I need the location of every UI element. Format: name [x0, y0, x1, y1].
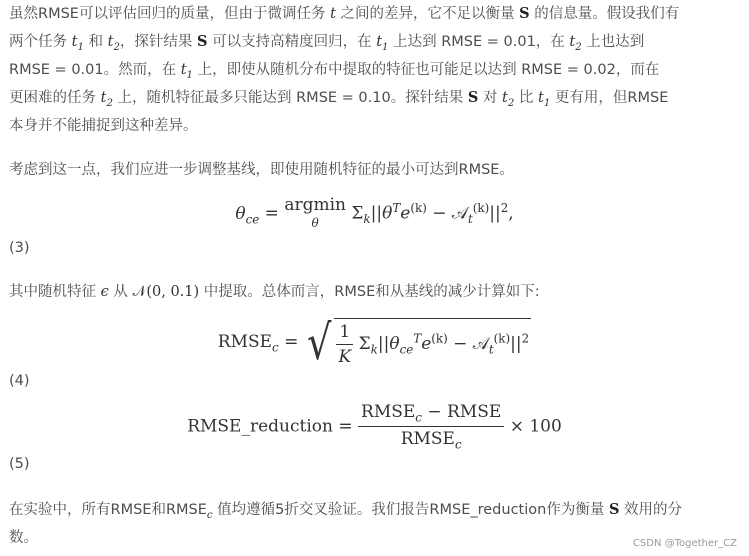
math-S: S	[519, 5, 530, 22]
paragraph-1-line-2: 两个任务 $t_1$ 和 $t_2$，探针结果 S 可以支持高精度回归，在 $t_1$ 上达到 RMSE = 0.01，在 $t_2$ 上也达到	[9, 33, 645, 53]
equation-3: $\theta_{ce} = argmin$ θ $\Sigma_k||\theta^Te^{(k)}$ − $𝒜_t^{(k)}||^2$,	[235, 195, 514, 230]
math-t1: $t_1$	[376, 34, 389, 53]
equation-5-number: (5)	[9, 456, 30, 472]
watermark-footer: CSDN @Together_CZ	[632, 538, 737, 549]
math-t2: $t_2$	[100, 90, 113, 109]
fraction-rmse-reduction: $\frac{RMSE_c - RMSE}{RMSE_c}$	[358, 402, 504, 452]
paragraph-3-line-1: 其中随机特征 ϵ 从 𝒩(0, 0.1) 中提取。总体而言，RMSE和从基线的减少计算如下:	[9, 284, 540, 300]
math-normal-distribution: 𝒩(0, 0.1)	[132, 284, 200, 300]
paragraph-2	[9, 156, 744, 184]
math-S: S	[467, 89, 479, 106]
square-root: √ $\frac{1}{K}$ $\Sigma_k||\theta_{ce}^Te^{(k)}$ − $𝒜_t^{(k)}||^2$	[306, 314, 530, 371]
math-t2: $t_2$	[107, 34, 120, 53]
math-t2: $t_2$	[569, 34, 582, 53]
equation-4: $RMSE_c$ = √ $\frac{1}{K}$ $\Sigma_k||\theta_{ce}^Te^{(k)}$ − $𝒜_t^{(k)}||^2$	[217, 314, 530, 371]
paragraph-4-line-2: 数。	[9, 530, 38, 546]
equation-5: RMSE_reduction = $\frac{RMSE_c - RMSE}{RMSE_c}$ × 100	[187, 402, 562, 452]
paragraph-2-line-1: 考虑到这一点，我们应进一步调整基线，即使用随机特征的最小可达到RMSE。	[9, 162, 514, 178]
argmin-operator: argmin θ	[284, 195, 346, 230]
math-epsilon: ϵ	[100, 284, 109, 300]
fraction-1-over-k: $\frac{1}{K}$	[336, 322, 353, 367]
math-S: S	[608, 501, 620, 518]
math-t1: $t_1$	[180, 62, 193, 81]
equation-3-number: (3)	[9, 240, 30, 256]
math-t1: $t_1$	[71, 34, 84, 53]
math-S: S	[197, 33, 208, 50]
paragraph-1-line-3: RMSE = 0.01。然而，在 $t_1$ 上，即使从随机分布中提取的特征也可能足以达到 RMSE = 0.02，而在	[9, 62, 660, 81]
paragraph-3	[9, 278, 744, 306]
math-t: t	[330, 6, 336, 22]
math-t1: $t_1$	[538, 90, 551, 109]
paragraph-1-line-4: 更困难的任务 $t_2$ 上，随机特征最多只能达到 RMSE = 0.10。探针结果 S 对 $t_2$ 比 $t_1$ 更有用，但RMSE	[9, 89, 669, 109]
paragraph-1	[9, 0, 744, 140]
equation-4-number: (4)	[9, 373, 30, 389]
math-c-subscript: c	[206, 509, 213, 521]
math-t2: $t_2$	[502, 90, 515, 109]
paragraph-4-line-1: 在实验中，所有RMSE和$RMSE_c$ 值均遵循5折交叉验证。我们报告RMSE_reduction作为衡量 S 效用的分	[9, 501, 683, 521]
paragraph-1-line-1: 虽然RMSE可以评估回归的质量，但由于微调任务 t 之间的差异，它不足以衡量 S 的信息量。假设我们有	[9, 5, 680, 22]
paragraph-1-line-5: 本身并不能捕捉到这种差异。	[9, 118, 198, 134]
